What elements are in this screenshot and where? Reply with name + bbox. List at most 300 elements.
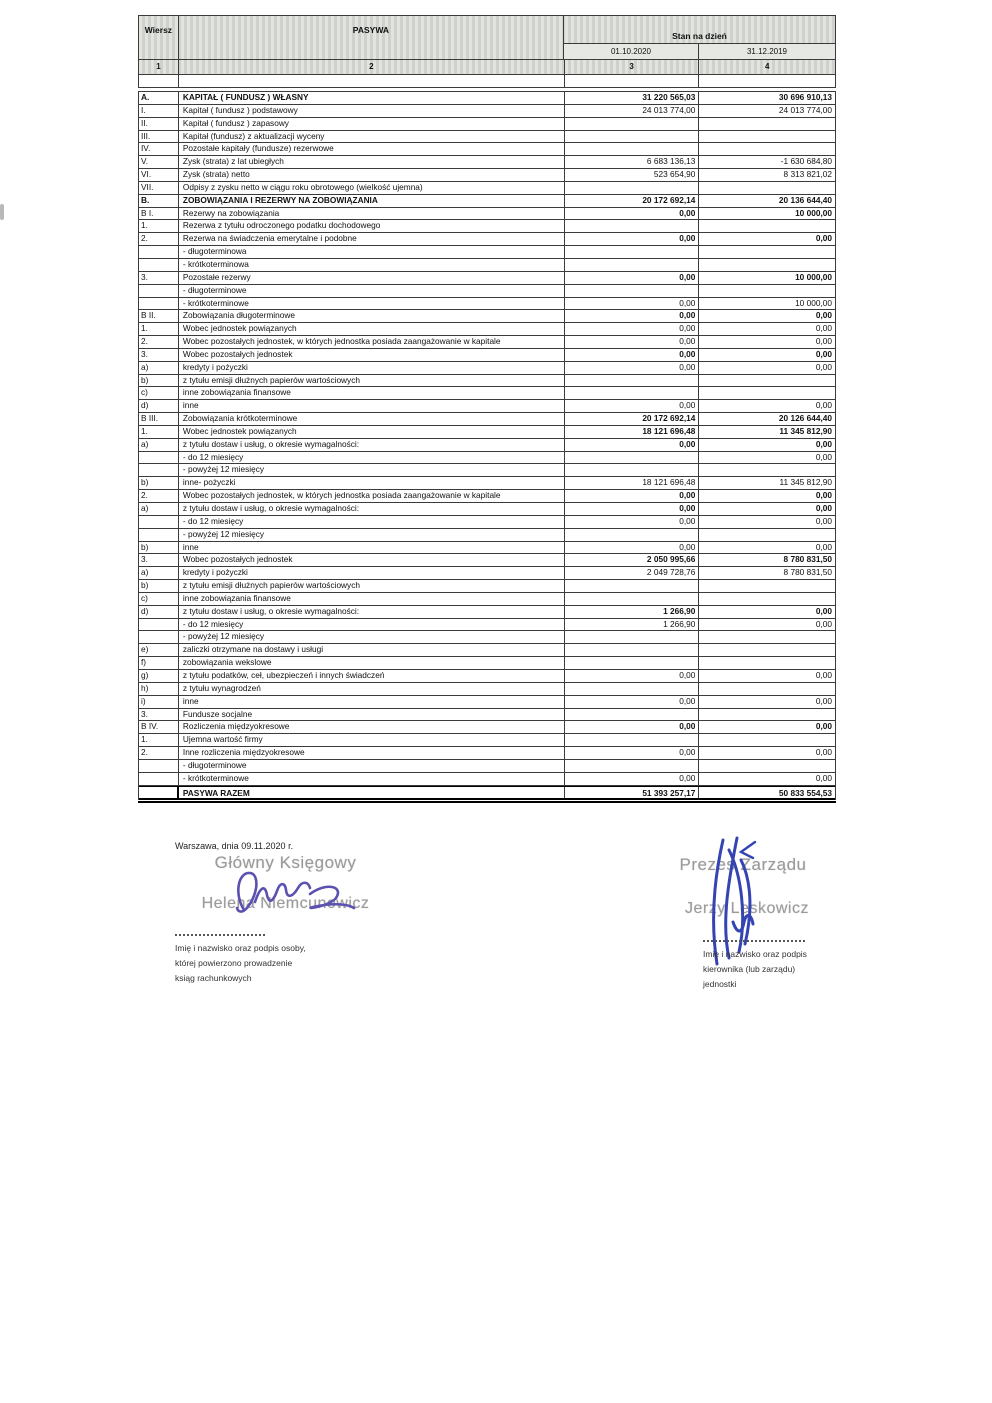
- cell-w: a): [139, 362, 179, 374]
- cell-v1: [565, 452, 700, 464]
- cell-w: 3.: [139, 349, 179, 361]
- cell-v2: [699, 580, 835, 592]
- cell-l: inne zobowiązania finansowe: [179, 387, 565, 399]
- cell-w: [139, 464, 179, 476]
- cell-v2: 0,00: [815, 310, 832, 321]
- table-row: [139, 272, 835, 285]
- cell-w: [139, 773, 179, 785]
- cell-w: V.: [139, 156, 179, 168]
- stamp-title-chief-accountant: Główny Księgowy: [214, 853, 357, 872]
- cell-v2: [699, 644, 835, 656]
- cell-v2: 0,00: [815, 490, 832, 501]
- cell-v1: [565, 760, 700, 772]
- cell-v2: [699, 734, 835, 746]
- cell-l: - długoterminowe: [179, 760, 565, 772]
- table-row-total: [139, 786, 835, 800]
- cell-v2: 10 000,00: [795, 297, 832, 308]
- table-row: [139, 285, 835, 298]
- cell-v1: [565, 593, 700, 605]
- cell-v1: 20 172 692,14: [565, 413, 700, 425]
- cell-v1: 0,00: [565, 503, 700, 515]
- cell-w: III.: [139, 131, 179, 143]
- table-row: [139, 298, 835, 311]
- cell-l: ZOBOWIĄZANIA I REZERWY NA ZOBOWIĄZANIA: [179, 195, 565, 207]
- cell-v2: -1 630 684,80: [780, 156, 832, 167]
- cell-l: PASYWA RAZEM: [179, 787, 565, 798]
- cell-v2: 0,00: [815, 400, 832, 411]
- cell-v1: 0,00: [565, 773, 700, 785]
- cell-w: [139, 787, 179, 798]
- cell-l: Rezerwa na świadczenia emerytalne i podobne: [179, 233, 565, 245]
- table-row: [139, 92, 835, 105]
- cell-v2: [699, 529, 835, 541]
- cell-v2: [699, 143, 835, 155]
- cell-w: B IV.: [139, 721, 179, 733]
- table-row: [139, 143, 835, 156]
- cell-v1: 523 654,90: [565, 169, 700, 181]
- cell-v2: 0,00: [815, 361, 832, 372]
- cell-v2: 24 013 774,00: [778, 104, 832, 115]
- cell-w: h): [139, 683, 179, 695]
- cell-v2: 8 313 821,02: [783, 169, 832, 180]
- cell-w: 2.: [139, 336, 179, 348]
- cell-w: 1.: [139, 734, 179, 746]
- header-stan-na-dzien: Stan na dzień: [564, 16, 835, 44]
- cell-v1: 1 266,90: [565, 606, 700, 618]
- cell-v1: 2 049 728,76: [565, 567, 700, 579]
- cell-v1: [565, 734, 700, 746]
- cell-l: z tytułu dostaw i usług, o okresie wymagalności:: [179, 606, 565, 618]
- cell-v2: [699, 760, 835, 772]
- cell-l: Kapitał ( fundusz ) zapasowy: [179, 118, 565, 130]
- table-row: [139, 323, 835, 336]
- cell-v1: [565, 131, 700, 143]
- cell-w: 2.: [139, 233, 179, 245]
- cell-l: Rezerwa z tytułu odroczonego podatku dochodowego: [179, 220, 565, 232]
- cell-w: a): [139, 567, 179, 579]
- cell-l: - do 12 miesięcy: [179, 452, 565, 464]
- cell-w: A.: [139, 92, 179, 104]
- cell-v1: 0,00: [565, 233, 700, 245]
- cell-w: 2.: [139, 490, 179, 502]
- cell-l: Odpisy z zysku netto w ciągu roku obrotowego (wielkość ujemna): [179, 182, 565, 194]
- cell-w: 3.: [139, 709, 179, 721]
- table-row: [139, 413, 835, 426]
- table-row: [139, 683, 835, 696]
- cell-w: B.: [139, 195, 179, 207]
- cell-w: g): [139, 670, 179, 682]
- signature-caption-left: Imię i nazwisko oraz podpis osoby, której powierzono prowadzenie ksiąg rachunkowych: [175, 943, 306, 983]
- cell-w: [139, 298, 179, 310]
- cell-v1: 1 266,90: [565, 619, 700, 631]
- cell-v2: 0,00: [815, 605, 832, 616]
- cell-v1: 24 013 774,00: [565, 105, 700, 117]
- cell-w: [139, 452, 179, 464]
- cell-w: 1.: [139, 220, 179, 232]
- cell-v1: [565, 285, 700, 297]
- place-and-date: Warszawa, dnia 09.11.2020 r.: [175, 841, 294, 851]
- cell-l: inne: [179, 400, 565, 412]
- header-date-1: 01.10.2020: [564, 44, 699, 59]
- table-header: [138, 15, 836, 59]
- cell-w: [139, 285, 179, 297]
- table-row: [139, 464, 835, 477]
- signature-caption-right: Imię i nazwisko oraz podpis kierownika (lub zarządu) jednostki: [703, 949, 807, 989]
- table-body: [138, 91, 836, 800]
- table-row: [139, 503, 835, 516]
- cell-v2: 0,00: [815, 618, 832, 629]
- cell-v2: 0,00: [815, 233, 832, 244]
- cell-v1: 0,00: [565, 721, 700, 733]
- col-num-2: 2: [179, 60, 565, 74]
- cell-v1: 0,00: [565, 362, 700, 374]
- header-dates: [564, 44, 835, 59]
- cell-l: Zobowiązania krótkoterminowe: [179, 413, 565, 425]
- cell-v2: [699, 464, 835, 476]
- cell-w: b): [139, 477, 179, 489]
- cell-v1: [565, 182, 700, 194]
- cell-l: z tytułu dostaw i usług, o okresie wymagalności:: [179, 439, 565, 451]
- table-row: [139, 233, 835, 246]
- cell-v2: 10 000,00: [795, 271, 832, 282]
- table-row: [139, 375, 835, 388]
- table-row: [139, 105, 835, 118]
- cell-w: 3.: [139, 272, 179, 284]
- table-row: [139, 696, 835, 709]
- table-row: [139, 567, 835, 580]
- cell-l: zobowiązania wekslowe: [179, 657, 565, 669]
- cell-w: [139, 631, 179, 643]
- cell-l: - krótkoterminowe: [179, 298, 565, 310]
- table-row: [139, 529, 835, 542]
- cell-w: II.: [139, 118, 179, 130]
- cell-w: c): [139, 593, 179, 605]
- cell-l: Inne rozliczenia międzyokresowe: [179, 747, 565, 759]
- cell-v2: 0,00: [815, 438, 832, 449]
- cell-v1: 0,00: [565, 490, 700, 502]
- table-row: [139, 644, 835, 657]
- cell-l: z tytułu dostaw i usług, o okresie wymagalności:: [179, 503, 565, 515]
- cell-w: e): [139, 644, 179, 656]
- cell-v1: 0,00: [565, 323, 700, 335]
- cell-w: 1.: [139, 323, 179, 335]
- cell-v2: [699, 131, 835, 143]
- handwritten-signature-left: [222, 860, 362, 918]
- cell-v2: 0,00: [815, 503, 832, 513]
- cell-v2: 11 345 812,90: [779, 425, 832, 436]
- header-stan-group: [564, 16, 835, 59]
- cell-v2: [699, 387, 835, 399]
- table-row: [139, 400, 835, 413]
- cell-l: Wobec pozostałych jednostek: [179, 349, 565, 361]
- cell-w: d): [139, 400, 179, 412]
- cell-v2: 0,00: [815, 695, 832, 706]
- cell-v1: 0,00: [565, 516, 700, 528]
- cell-v1: [565, 580, 700, 592]
- table-row: [139, 709, 835, 722]
- table-row: [139, 426, 835, 439]
- cell-l: Zobowiązania długoterminowe: [179, 310, 565, 322]
- cell-w: [139, 619, 179, 631]
- cell-w: d): [139, 606, 179, 618]
- cell-v1: 0,00: [565, 272, 700, 284]
- cell-l: Zysk (strata) netto: [179, 169, 565, 181]
- cell-v1: 51 393 257,17: [565, 787, 700, 798]
- table-row: [139, 542, 835, 555]
- cell-w: f): [139, 657, 179, 669]
- table-row: [139, 477, 835, 490]
- table-row: [139, 310, 835, 323]
- stamp-name-chief-accountant: Helena Niemcunowicz: [201, 895, 370, 912]
- table-row: [139, 606, 835, 619]
- table-row: [139, 734, 835, 747]
- cell-l: inne: [179, 696, 565, 708]
- table-row: [139, 452, 835, 465]
- cell-v2: 0,00: [815, 336, 832, 347]
- cell-l: inne: [179, 542, 565, 554]
- cell-w: 3.: [139, 554, 179, 566]
- cell-w: [139, 516, 179, 528]
- cell-v2: [699, 631, 835, 643]
- cell-v1: [565, 644, 700, 656]
- table-row: [139, 490, 835, 503]
- cell-v2: [699, 118, 835, 130]
- table-row: [139, 131, 835, 144]
- cell-v2: [699, 375, 835, 387]
- cell-v1: [565, 631, 700, 643]
- cell-v2: 0,00: [815, 721, 832, 732]
- table-row: [139, 439, 835, 452]
- cell-v2: 8 780 831,50: [783, 567, 832, 578]
- pasywa-table: [138, 15, 836, 803]
- table-row: [139, 246, 835, 259]
- col-num-1: 1: [139, 60, 179, 74]
- table-row: [139, 349, 835, 362]
- cell-v1: [565, 259, 700, 271]
- cell-w: I.: [139, 105, 179, 117]
- cell-l: kredyty i pożyczki: [179, 567, 565, 579]
- cell-v1: 20 172 692,14: [565, 195, 700, 207]
- cell-v1: 0,00: [565, 336, 700, 348]
- cell-l: - do 12 miesięcy: [179, 619, 565, 631]
- cell-l: inne- pożyczki: [179, 477, 565, 489]
- table-row: [139, 593, 835, 606]
- cell-l: - krótkoterminowe: [179, 773, 565, 785]
- cell-w: b): [139, 375, 179, 387]
- cell-v2: [699, 259, 835, 271]
- stamp-title-president: Prezes Zarządu: [679, 855, 807, 874]
- cell-v2: 50 833 554,53: [778, 787, 832, 798]
- table-row: [139, 195, 835, 208]
- table-row: [139, 670, 835, 683]
- cell-v2: [699, 709, 835, 721]
- cell-v1: [565, 529, 700, 541]
- cell-l: - długoterminowe: [179, 285, 565, 297]
- table-row: [139, 169, 835, 182]
- header-col-pasywa: PASYWA: [179, 16, 564, 59]
- cell-w: a): [139, 503, 179, 515]
- cell-l: Wobec jednostek powiązanych: [179, 323, 565, 335]
- cell-v2: 0,00: [815, 669, 832, 680]
- cell-l: Rezerwy na zobowiązania: [179, 208, 565, 220]
- cell-v2: [699, 220, 835, 232]
- cell-l: kredyty i pożyczki: [179, 362, 565, 374]
- cell-v1: [565, 143, 700, 155]
- cell-v2: 0,00: [815, 772, 832, 783]
- cell-l: Fundusze socjalne: [179, 709, 565, 721]
- cell-v1: 6 683 136,13: [565, 156, 700, 168]
- cell-w: [139, 529, 179, 541]
- cell-v2: 0,00: [815, 747, 832, 758]
- cell-v1: [565, 220, 700, 232]
- cell-v1: [565, 118, 700, 130]
- cell-v1: [565, 464, 700, 476]
- signature-dotted-line-right: [703, 940, 805, 942]
- cell-w: a): [139, 439, 179, 451]
- cell-v2: 30 696 910,13: [778, 92, 832, 102]
- cell-w: B II.: [139, 310, 179, 322]
- cell-v1: 0,00: [565, 696, 700, 708]
- table-row: [139, 220, 835, 233]
- cell-v1: 18 121 696,48: [565, 426, 700, 438]
- table-row: [139, 554, 835, 567]
- cell-l: - powyżej 12 miesięcy: [179, 529, 565, 541]
- col-num-4: 4: [764, 62, 770, 71]
- cell-v1: 0,00: [565, 670, 700, 682]
- table-row: [139, 619, 835, 632]
- cell-v2: 0,00: [815, 541, 832, 552]
- cell-v1: [565, 387, 700, 399]
- cell-l: Wobec pozostałych jednostek, w których jednostka posiada zaangażowanie w kapitale: [179, 336, 565, 348]
- cell-v1: 0,00: [565, 439, 700, 451]
- cell-l: - powyżej 12 miesięcy: [179, 631, 565, 643]
- cell-v1: 0,00: [565, 349, 700, 361]
- cell-l: Wobec jednostek powiązanych: [179, 426, 565, 438]
- cell-v2: 0,00: [815, 348, 832, 359]
- cell-l: Zysk (strata) z lat ubiegłych: [179, 156, 565, 168]
- cell-v2: [699, 182, 835, 194]
- table-row: [139, 208, 835, 221]
- cell-l: Wobec pozostałych jednostek: [179, 554, 565, 566]
- table-row: [139, 259, 835, 272]
- table-row: [139, 721, 835, 734]
- table-row: [139, 182, 835, 195]
- cell-v2: 0,00: [815, 515, 832, 526]
- table-row: [139, 516, 835, 529]
- cell-w: [139, 760, 179, 772]
- table-row: [139, 631, 835, 644]
- cell-l: - krótkoterminowa: [179, 259, 565, 271]
- table-row: [139, 336, 835, 349]
- cell-v2: 8 780 831,50: [783, 554, 832, 565]
- cell-w: c): [139, 387, 179, 399]
- cell-l: z tytułu podatków, ceł, ubezpieczeń i innych świadczeń: [179, 670, 565, 682]
- cell-v1: 0,00: [565, 747, 700, 759]
- cell-v1: [565, 657, 700, 669]
- cell-v1: 31 220 565,03: [565, 92, 700, 104]
- table-row: [139, 118, 835, 131]
- cell-w: [139, 259, 179, 271]
- cell-v2: 11 345 812,90: [779, 477, 832, 488]
- cell-l: Kapitał (fundusz) z aktualizacji wyceny: [179, 131, 565, 143]
- cell-w: 1.: [139, 426, 179, 438]
- cell-v1: 18 121 696,48: [565, 477, 700, 489]
- cell-v2: 20 136 644,40: [778, 194, 832, 205]
- cell-w: [139, 246, 179, 258]
- table-row: [139, 362, 835, 375]
- cell-v1: 0,00: [565, 400, 700, 412]
- cell-l: z tytułu emisji dłużnych papierów wartościowych: [179, 375, 565, 387]
- cell-w: b): [139, 580, 179, 592]
- table-bottom-rule: [138, 801, 836, 803]
- cell-l: zaliczki otrzymane na dostawy i usługi: [179, 644, 565, 656]
- cell-w: B I.: [139, 208, 179, 220]
- cell-v2: [699, 593, 835, 605]
- header-column-numbers: [138, 59, 836, 75]
- cell-l: Pozostałe kapitały (fundusze) rezerwowe: [179, 143, 565, 155]
- cell-w: i): [139, 696, 179, 708]
- cell-v2: [699, 246, 835, 258]
- cell-v2: [699, 657, 835, 669]
- cell-v1: 2 050 995,66: [565, 554, 700, 566]
- table-row: [139, 760, 835, 773]
- cell-v2: 0,00: [815, 451, 832, 462]
- cell-v2: [699, 285, 835, 297]
- table-row: [139, 387, 835, 400]
- table-row: [139, 580, 835, 593]
- table-row: [139, 156, 835, 169]
- cell-v2: 10 000,00: [795, 207, 832, 218]
- stamp-name-president: Jerzy Leskowicz: [685, 900, 809, 917]
- table-row: [139, 657, 835, 670]
- cell-v2: 0,00: [815, 323, 832, 334]
- cell-l: Kapitał ( fundusz ) podstawowy: [179, 105, 565, 117]
- cell-v1: [565, 375, 700, 387]
- cell-l: Pozostałe rezerwy: [179, 272, 565, 284]
- cell-w: B III.: [139, 413, 179, 425]
- cell-v1: 0,00: [565, 310, 700, 322]
- cell-v1: 0,00: [565, 208, 700, 220]
- cell-w: 2.: [139, 747, 179, 759]
- cell-v1: 0,00: [565, 298, 700, 310]
- cell-l: inne zobowiązania finansowe: [179, 593, 565, 605]
- cell-w: b): [139, 542, 179, 554]
- cell-v1: 0,00: [565, 542, 700, 554]
- cell-l: Wobec pozostałych jednostek, w których jednostka posiada zaangażowanie w kapitale: [179, 490, 565, 502]
- cell-l: z tytułu wynagrodzeń: [179, 683, 565, 695]
- signature-dotted-line-left: [175, 934, 265, 936]
- table-row: [139, 773, 835, 786]
- cell-l: - powyżej 12 miesięcy: [179, 464, 565, 476]
- header-col-wiersz: Wiersz: [139, 16, 179, 59]
- header-empty-row: [138, 75, 836, 88]
- cell-l: Ujemna wartość firmy: [179, 734, 565, 746]
- scan-smudge: [0, 204, 4, 220]
- cell-w: VI.: [139, 169, 179, 181]
- cell-l: KAPITAŁ ( FUNDUSZ ) WŁASNY: [179, 92, 565, 104]
- cell-v1: [565, 709, 700, 721]
- cell-w: IV.: [139, 143, 179, 155]
- cell-w: VII.: [139, 182, 179, 194]
- cell-l: - do 12 miesięcy: [179, 516, 565, 528]
- cell-v1: [565, 683, 700, 695]
- cell-l: z tytułu emisji dłużnych papierów wartościowych: [179, 580, 565, 592]
- cell-l: - długoterminowa: [179, 246, 565, 258]
- col-num-3: 3: [565, 60, 700, 74]
- cell-l: Rozliczenia międzyokresowe: [179, 721, 565, 733]
- cell-v2: 20 126 644,40: [778, 413, 832, 424]
- cell-v1: [565, 246, 700, 258]
